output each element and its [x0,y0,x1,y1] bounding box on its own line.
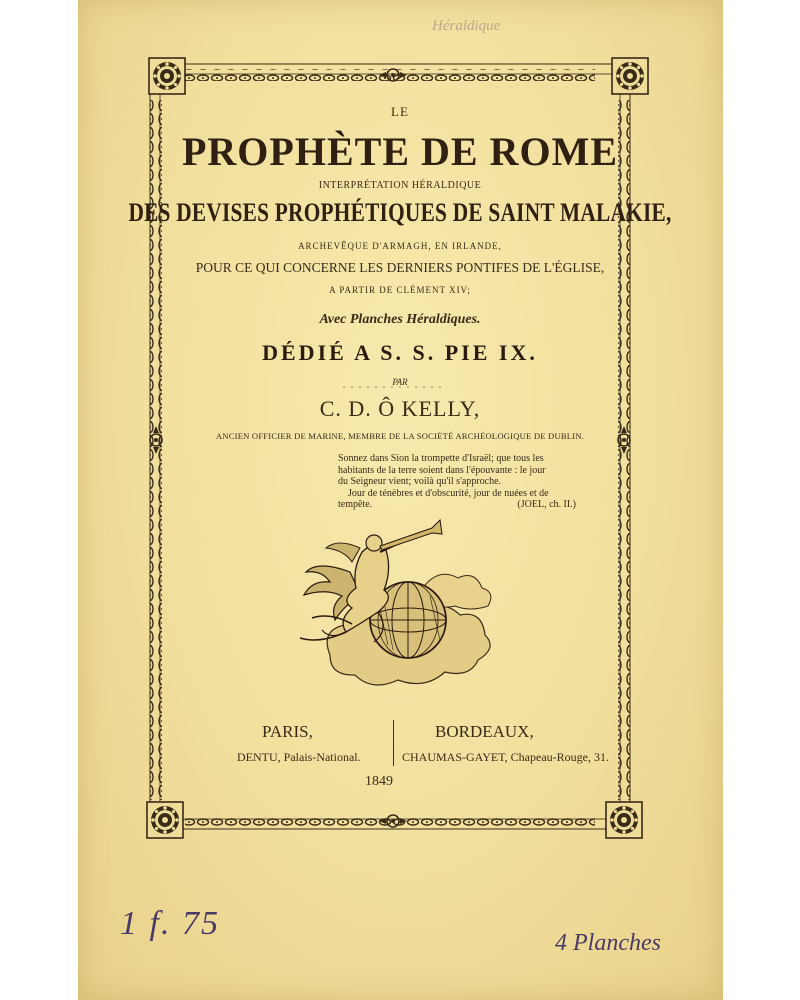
imprint-city-paris: PARIS, [262,722,313,741]
corner-rosette-icon [149,58,185,94]
epigraph-line: habitants de la terre soient dans l'épouvante : le jour [338,464,546,476]
epigraph-line: tempête. [338,499,373,510]
corner-rosette-icon [606,802,642,838]
faint-handwritten-note: Héraldique [432,18,501,34]
epigraph-line: du Seigneur vient; voilà qu'il s'approche. [338,476,502,487]
plates-note: Avec Planches Héraldiques. [319,312,481,327]
epigraph [338,453,596,511]
imprint-city-bordeaux: BORDEAUX, [435,722,534,741]
subtitle-line-4: POUR CE QUI CONCERNE LES DERNIERS PONTIFES DE L'ÉGLISE, [195,260,605,275]
handwritten-price: 1 f. 75 [120,905,220,942]
epigraph-last-line [338,499,596,511]
handwritten-plates-note: 4 Planches [555,930,661,956]
subtitle-line-2: DES DEVISES PROPHÉTIQUES DE SAINT MALAKIE, [128,198,672,227]
imprint-publisher-paris: DENTU, Palais-National. [237,750,361,764]
subtitle-line-5: A PARTIR DE CLÉMENT XIV; [329,285,471,295]
epigraph-citation: (JOEL, ch. II.) [517,499,576,510]
imprint-publisher-bordeaux: CHAUMAS-GAYET, Chapeau-Rouge, 31. [402,750,609,764]
book-title: PROPHÈTE DE ROME [181,129,619,174]
dedication: DÉDIÉ A S. S. PIE IX. [262,340,538,365]
corner-rosette-icon [612,58,648,94]
epigraph-line: Jour de ténèbres et d'obscurité, jour de nuées et de [348,487,549,499]
imprint-year: 1849 [365,774,393,789]
author-description: ANCIEN OFFICIER DE MARINE, MEMBRE DE LA SOCIÉTÉ ARCHÉOLOGIQUE DE DUBLIN. [215,431,585,441]
imprint-divider [393,720,394,766]
title-article: LE [391,104,409,119]
author-name: C. D. Ô KELLY, [319,396,481,421]
corner-rosette-icon [147,802,183,838]
epigraph-line: Sonnez dans Sion la trompette d'Israël; que tous les [338,453,544,464]
subtitle-line-1: INTERPRÉTATION HÉRALDIQUE [318,180,482,191]
subtitle-line-3: ARCHEVÊQUE D'ARMAGH, EN IRLANDE, [298,241,502,251]
angel-with-trumpet-on-globe-vignette [300,520,491,685]
by-label: PAR [392,377,408,387]
